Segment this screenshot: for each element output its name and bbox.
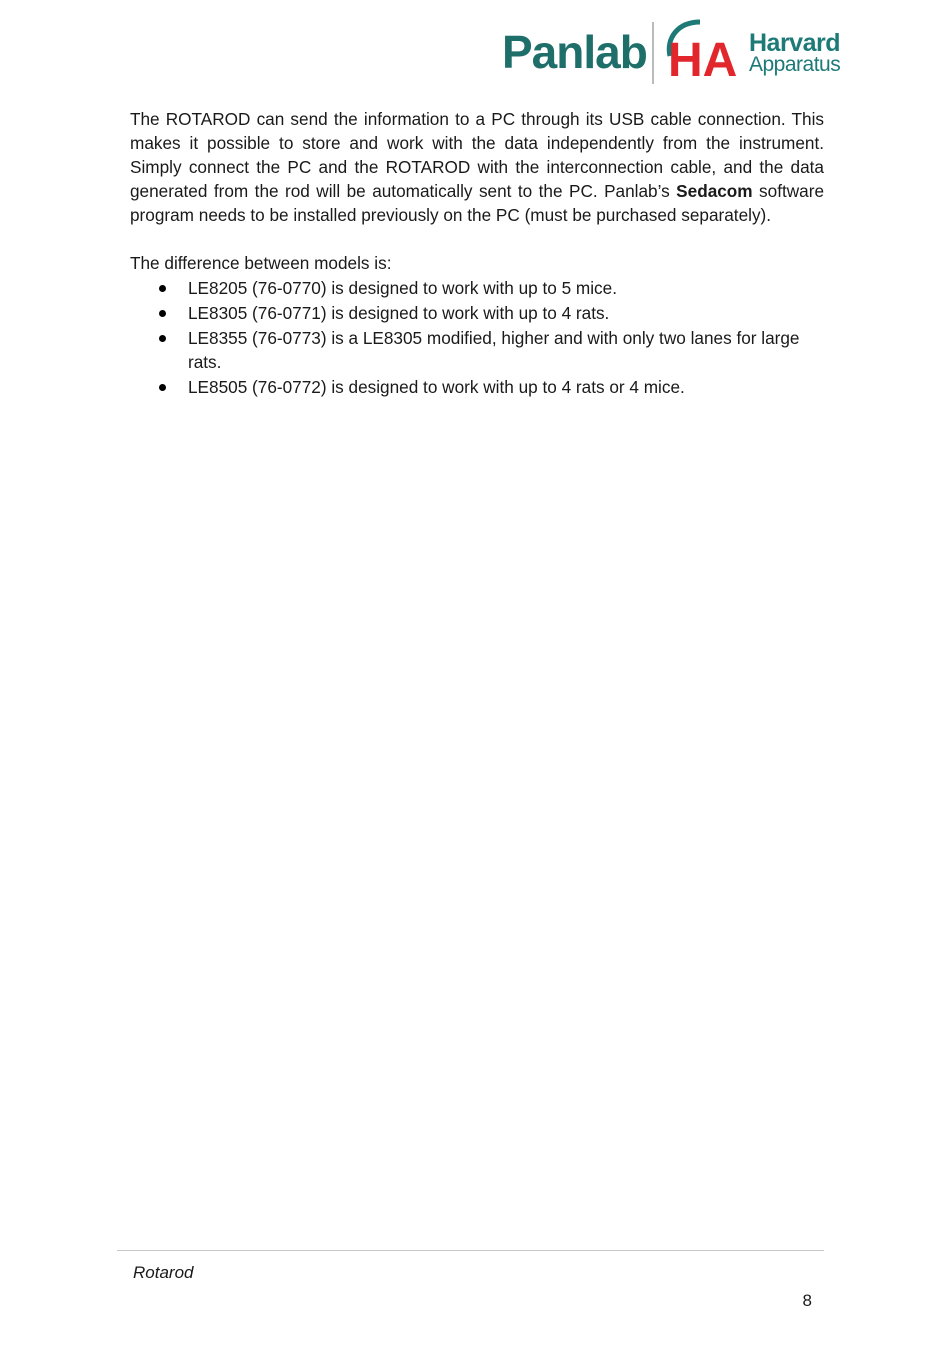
bullet-icon: [159, 384, 166, 391]
model-item-le8505: [130, 375, 824, 399]
model-item-text: LE8505 (76-0772) is designed to work with up to 4 rats or 4 mice.: [188, 377, 685, 397]
harvard-logo-text: Harvard: [749, 29, 840, 57]
intro-text-start: The ROTAROD can send the information to a PC through its USB cable connection. This makes it possible to store and work with the data independently from the instrument. Simply connect the PC and the ROTAROD with the interconnection cable, and the data generated from the rod will be automatically sent to the PC. Panlab’s: [130, 109, 824, 201]
harvard-apparatus-ha-logo: [664, 18, 746, 84]
header-logos: [500, 18, 850, 86]
bullet-icon: [159, 285, 166, 292]
model-item-le8205: [130, 276, 824, 300]
model-item-le8305: [130, 301, 824, 325]
model-item-text: LE8205 (76-0770) is designed to work with up to 5 mice.: [188, 278, 617, 298]
bullet-icon: [159, 310, 166, 317]
model-item-text: LE8305 (76-0771) is designed to work with up to 4 rats.: [188, 303, 610, 323]
page-content: [130, 107, 824, 399]
footer-document-title: Rotarod: [133, 1263, 194, 1282]
intro-paragraph: [130, 107, 824, 227]
apparatus-logo-text: Apparatus: [749, 53, 841, 76]
model-list: [130, 276, 824, 399]
bullet-icon: [159, 335, 166, 342]
ha-logo-mark: HA: [668, 34, 738, 84]
panlab-logo: Panlab: [502, 26, 647, 78]
intro-text-end: software program needs to be installed previously on the PC (must be purchased separately).: [130, 181, 824, 225]
logo-divider: [652, 22, 654, 84]
model-difference-heading: The difference between models is:: [130, 253, 392, 273]
model-item-le8355: [130, 326, 824, 374]
sedacom-software-name: Sedacom: [676, 181, 753, 201]
model-item-text: LE8355 (76-0773) is a LE8305 modified, higher and with only two lanes for large rats.: [188, 328, 800, 372]
footer-divider: [117, 1250, 824, 1251]
page-number: 8: [802, 1291, 812, 1310]
